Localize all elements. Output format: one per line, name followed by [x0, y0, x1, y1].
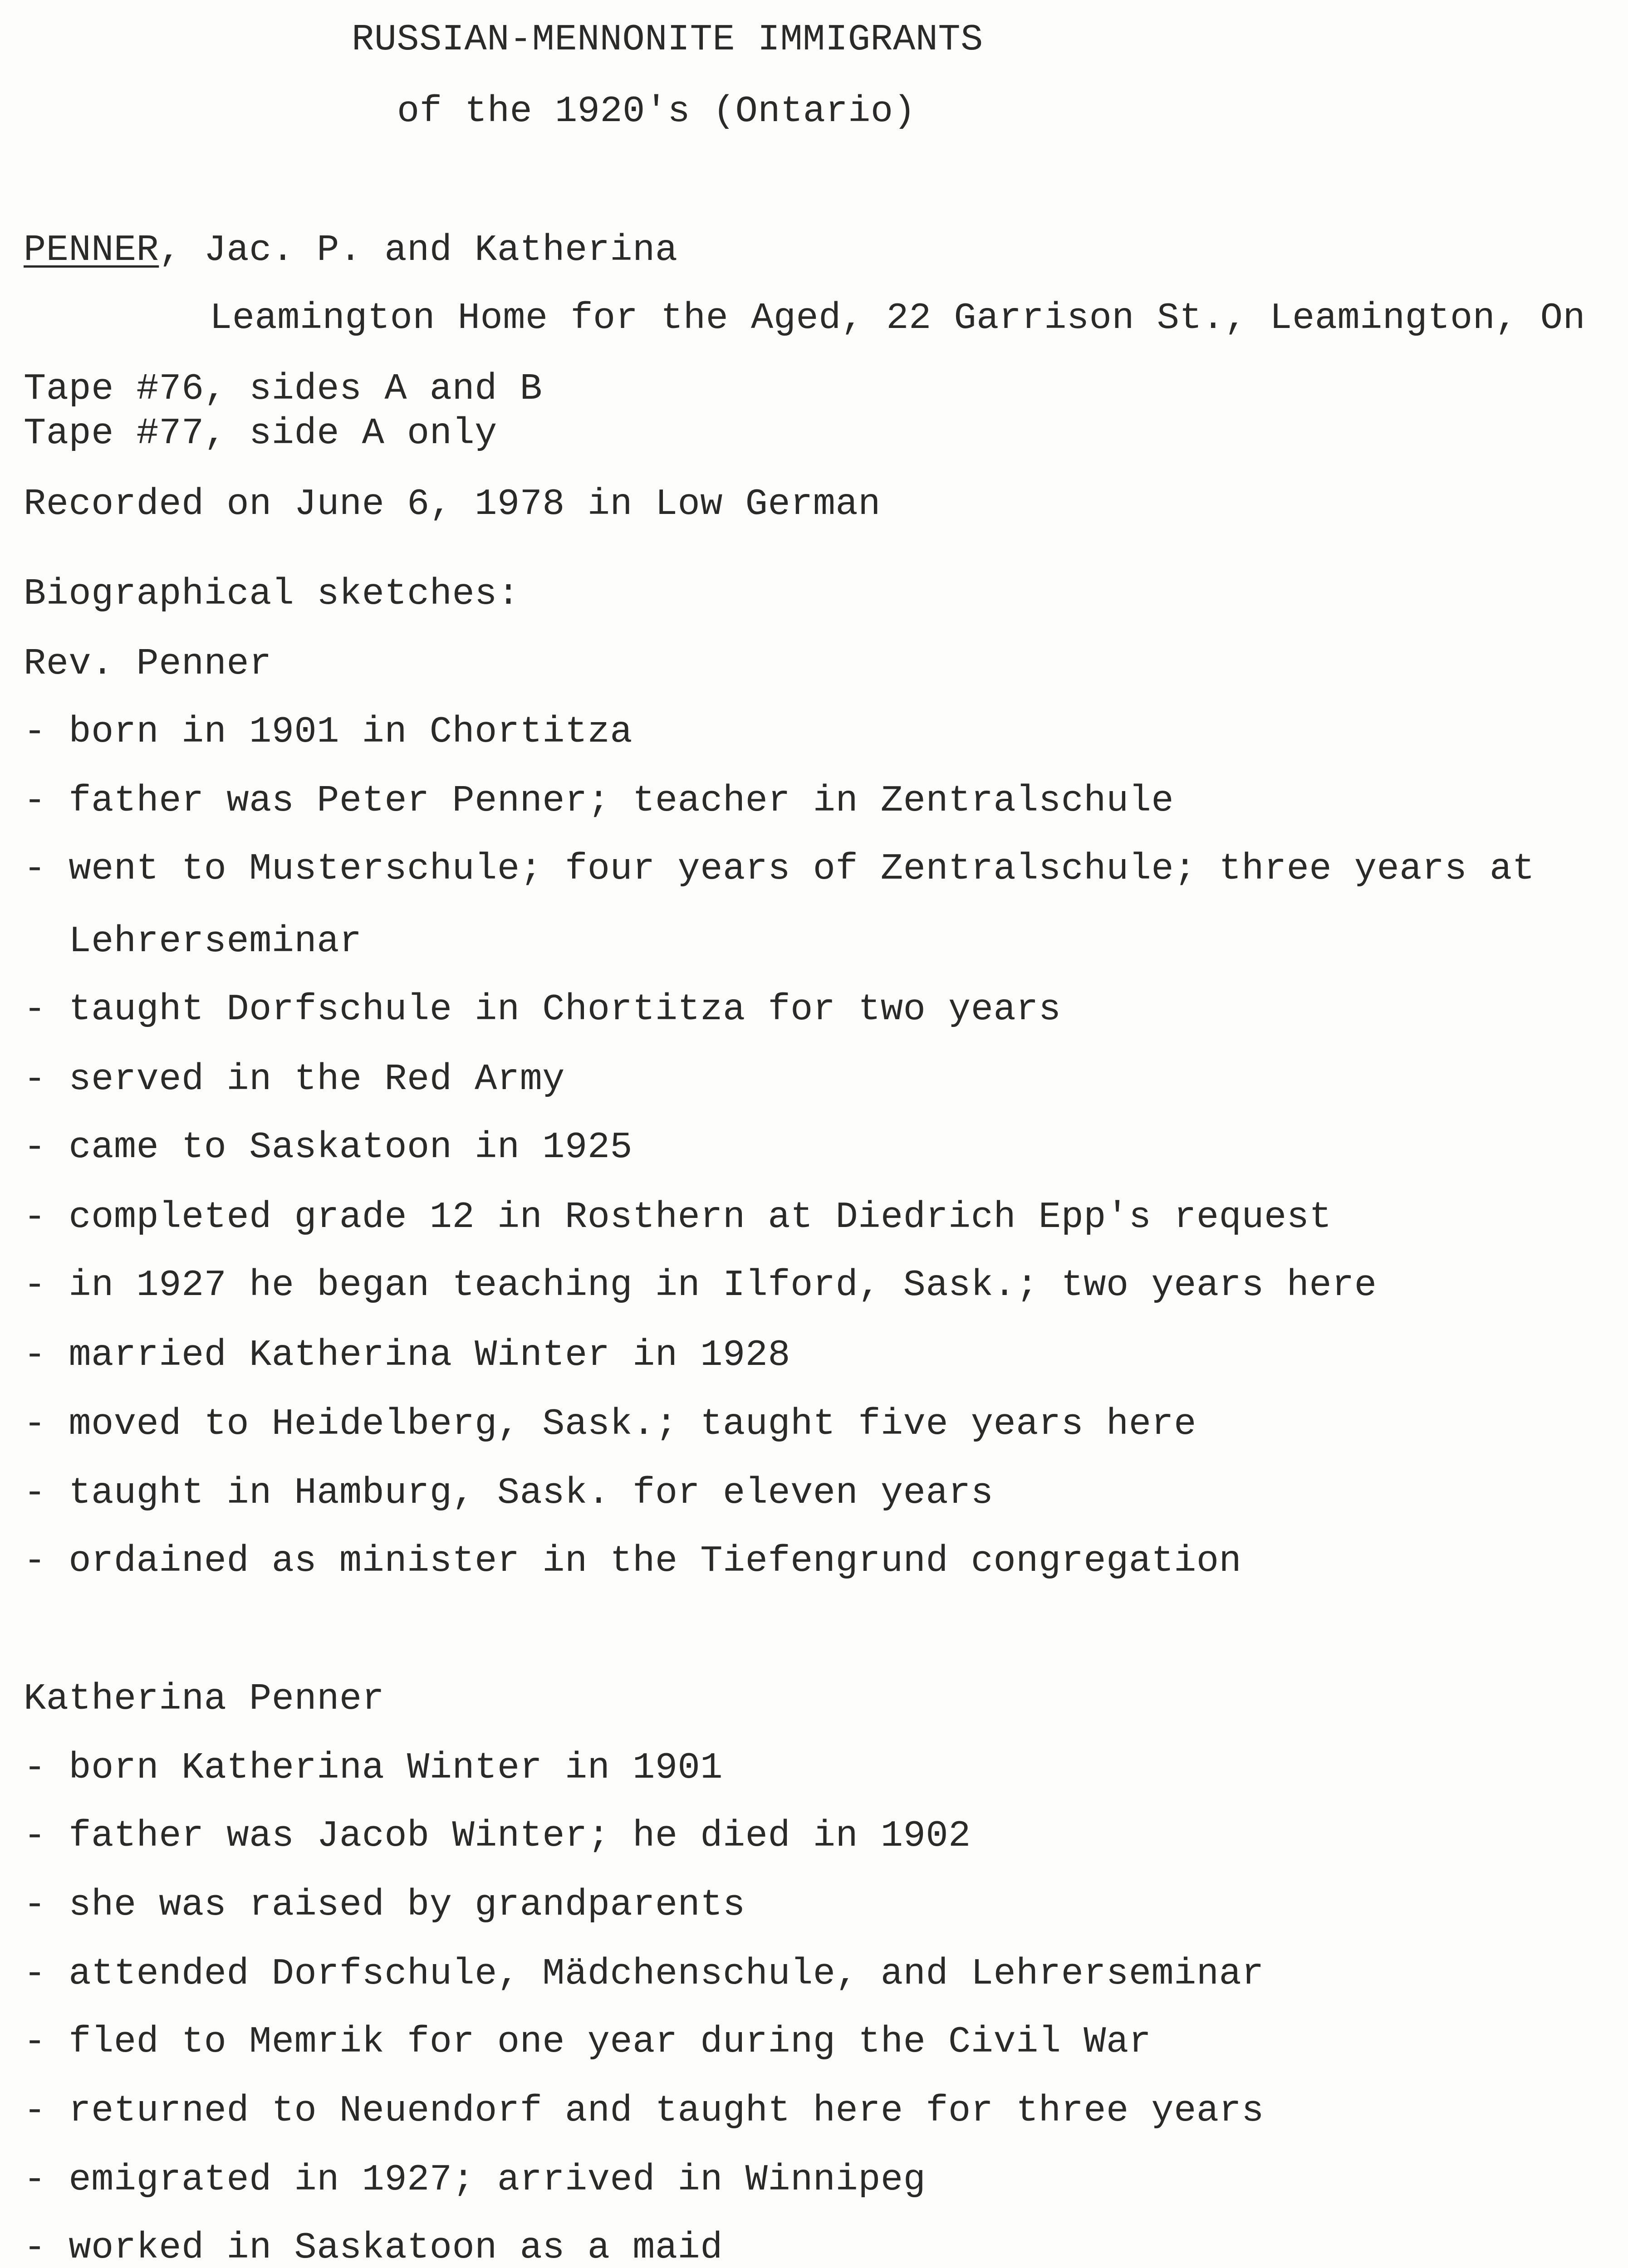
list-item: - came to Saskatoon in 1925 [24, 1126, 633, 1168]
subject-names: , Jac. P. and Katherina [159, 229, 678, 271]
list-item: - father was Jacob Winter; he died in 1902 [24, 1815, 971, 1857]
sketches-heading: Biographical sketches: [24, 573, 520, 615]
list-item: - taught in Hamburg, Sask. for eleven years [24, 1472, 994, 1514]
list-item: - taught Dorfschule in Chortitza for two years [24, 988, 1061, 1031]
title-line-2: of the 1920's (Ontario) [397, 90, 916, 132]
list-item: - worked in Saskatoon as a maid [24, 2227, 723, 2268]
list-item: - born in 1901 in Chortitza [24, 711, 633, 753]
list-item: - father was Peter Penner; teacher in Zentralschule [24, 780, 1174, 822]
list-item: - served in the Red Army [24, 1058, 565, 1100]
katherina-penner-heading: Katherina Penner [24, 1678, 385, 1720]
list-item: Lehrerseminar [24, 920, 362, 963]
title-line-1: RUSSIAN-MENNONITE IMMIGRANTS [352, 19, 983, 61]
list-item: - in 1927 he began teaching in Ilford, Sask.; two years here [24, 1264, 1377, 1306]
subject-address: Leamington Home for the Aged, 22 Garrison St., Leamington, On [210, 297, 1586, 339]
tape-line-1: Tape #76, sides A and B [24, 368, 543, 410]
list-item: - emigrated in 1927; arrived in Winnipeg [24, 2159, 926, 2201]
recorded-line: Recorded on June 6, 1978 in Low German [24, 483, 881, 525]
list-item: - attended Dorfschule, Mädchenschule, and Lehrerseminar [24, 1953, 1264, 1995]
list-item: - completed grade 12 in Rosthern at Diedrich Epp's request [24, 1196, 1332, 1238]
tape-line-2: Tape #77, side A only [24, 412, 497, 455]
list-item: - ordained as minister in the Tiefengrund congregation [24, 1540, 1242, 1582]
list-item: - fled to Memrik for one year during the Civil War [24, 2021, 1152, 2063]
subject-heading [24, 228, 678, 273]
list-item: - born Katherina Winter in 1901 [24, 1747, 723, 1789]
list-item: - went to Musterschule; four years of Zentralschule; three years at [24, 848, 1535, 890]
list-item: - married Katherina Winter in 1928 [24, 1334, 791, 1376]
rev-penner-heading: Rev. Penner [24, 643, 272, 685]
list-item: - she was raised by grandparents [24, 1884, 745, 1926]
list-item: - returned to Neuendorf and taught here for three years [24, 2090, 1264, 2132]
subject-surname: PENNER [24, 229, 159, 271]
list-item: - moved to Heidelberg, Sask.; taught five years here [24, 1403, 1196, 1445]
